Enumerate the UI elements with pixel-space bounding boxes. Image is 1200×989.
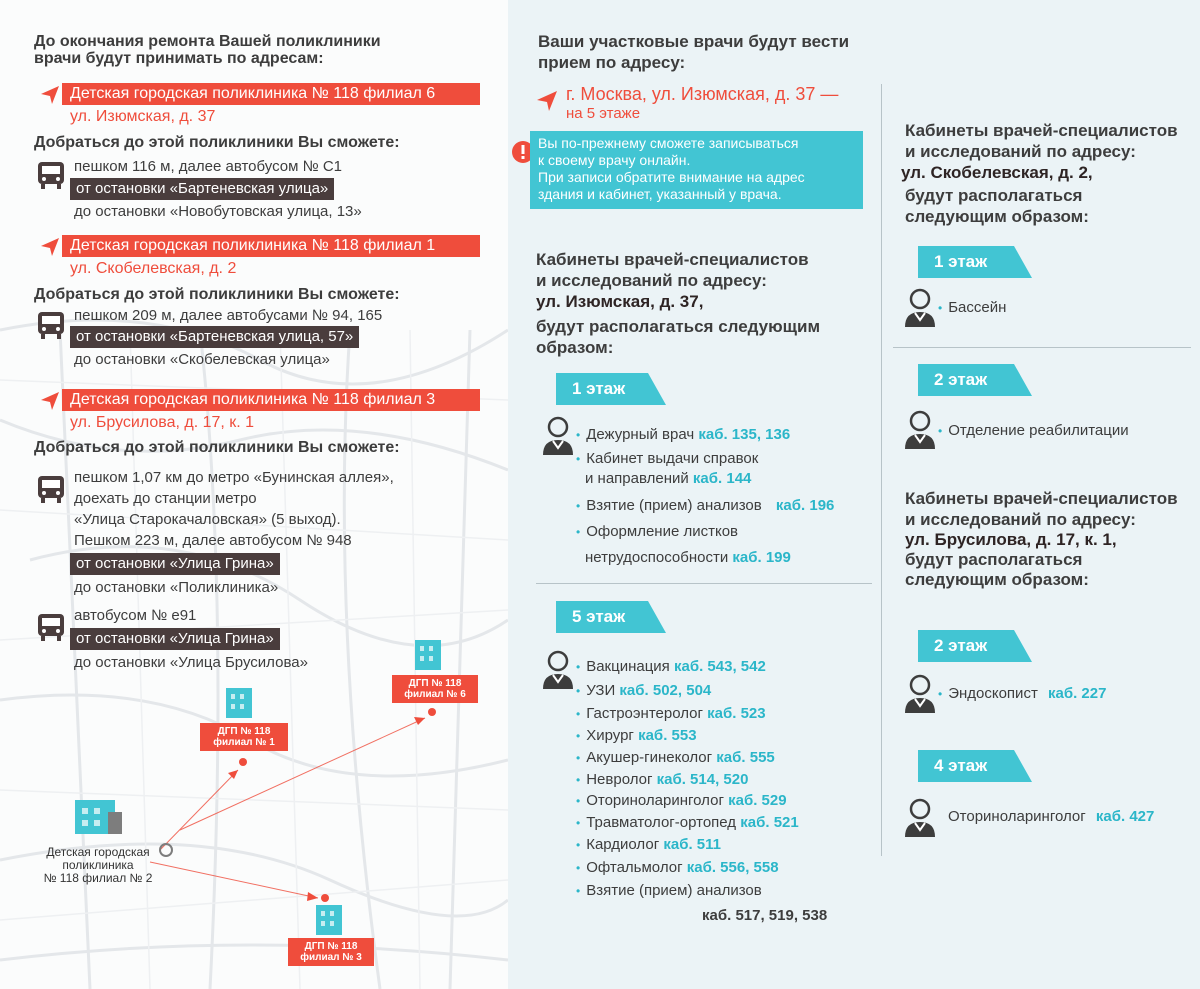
online-booking-notice: Вы по-прежнему сможете записываться к своему врачу онлайн. При записи обратите внимание на адрес здания и кабинет, указанный у врача. <box>530 131 863 209</box>
list-item: • УЗИ каб. 502, 504 <box>576 682 712 699</box>
doctor-icon <box>902 798 938 838</box>
doctor-icon <box>540 416 576 456</box>
location-arrow-icon <box>40 237 60 257</box>
doctor-icon <box>540 650 576 690</box>
b2-floor-4-label: 4 этаж <box>934 756 988 775</box>
list-item: • Кабинет выдачи справок <box>576 450 759 467</box>
doctor-icon <box>902 410 938 450</box>
route-line: «Улица Старокачаловская» (5 выход). <box>74 511 341 528</box>
list-item: • Дежурный врач каб. 135, 136 <box>576 426 791 443</box>
block1-line2: и исследований по адресу: <box>905 142 1136 161</box>
location-arrow-icon <box>536 90 558 112</box>
route-line: Пешком 223 м, далее автобусом № 948 <box>74 532 352 549</box>
list-item: • Отделение реабилитации <box>938 422 1129 439</box>
location-arrow-icon <box>40 85 60 105</box>
spec-heading-line2: и исследований по адресу: <box>536 271 767 290</box>
list-item: • Взятие (прием) анализов <box>576 882 762 899</box>
bus-icon <box>36 310 66 340</box>
list-item: • Бассейн <box>938 299 1007 316</box>
route-stop-from: от остановки «Бартеневская улица» <box>70 178 334 200</box>
list-item: • Травматолог-ортопед каб. 521 <box>576 814 799 831</box>
route-stop-to: до остановки «Новобутовская улица, 13» <box>74 203 362 220</box>
spec-heading-line4: будут располагаться следующим <box>536 317 821 336</box>
spec-heading-line1: Кабинеты врачей-специалистов <box>536 250 809 269</box>
block1-line5: следующим образом: <box>905 207 1089 226</box>
how-to-get-heading: Добраться до этой поликлиники Вы сможете: <box>34 286 400 303</box>
route-line: автобусом № е91 <box>74 607 197 624</box>
list-item: Оториноларинголог каб. 427 <box>948 808 1155 825</box>
doctor-icon <box>902 674 938 714</box>
location-arrow-icon <box>40 391 60 411</box>
list-item: • Офтальмолог каб. 556, 558 <box>576 859 779 876</box>
list-item-cont: каб. 517, 519, 538 <box>702 907 828 924</box>
bus-icon <box>36 612 66 642</box>
building-icon-f3 <box>316 905 342 935</box>
route-stop-to: до остановки «Поликлиника» <box>74 579 279 596</box>
branch-name-f3: Детская городская поликлиника № 118 филиал 3 <box>62 389 480 411</box>
route-stop-to: до остановки «Скобелевская улица» <box>74 351 330 368</box>
divider <box>893 347 1191 348</box>
left-panel <box>0 0 508 989</box>
mid-address: г. Москва, ул. Изюмская, д. 37 — <box>566 84 839 104</box>
route-stop-to: до остановки «Улица Брусилова» <box>74 654 308 671</box>
list-item: • Невролог каб. 514, 520 <box>576 771 749 788</box>
b1-floor-1-label: 1 этаж <box>934 252 988 271</box>
how-to-get-heading: Добраться до этой поликлиники Вы сможете: <box>34 134 400 151</box>
branch-address-f6: ул. Изюмская, д. 37 <box>70 108 216 125</box>
block2-line4: будут располагаться <box>905 550 1083 569</box>
block1-line1: Кабинеты врачей-специалистов <box>905 121 1178 140</box>
column-divider <box>881 84 882 856</box>
route-line: пешком 116 м, далее автобусом № С1 <box>74 158 343 175</box>
building-icon-f6 <box>415 640 441 670</box>
map-label-f1: ДГП № 118 филиал № 1 <box>200 723 288 751</box>
spec-heading-address: ул. Изюмская, д. 37, <box>536 292 704 311</box>
mid-intro-line2: прием по адресу: <box>538 53 686 72</box>
spec-heading-line5: образом: <box>536 338 614 357</box>
block1-line4: будут располагаться <box>905 186 1083 205</box>
map-label-origin: Детская городская поликлиника № 118 филиал № 2 <box>43 845 153 885</box>
block2-line2: и исследований по адресу: <box>905 510 1136 529</box>
route-stop-from: от остановки «Улица Грина» <box>70 628 280 650</box>
mid-intro-line1: Ваши участковые врачи будут вести <box>538 32 850 51</box>
left-intro-line1: До окончания ремонта Вашей поликлиники <box>34 33 381 50</box>
block1-address: ул. Скобелевская, д. 2, <box>901 163 1093 182</box>
how-to-get-heading: Добраться до этой поликлиники Вы сможете: <box>34 439 400 456</box>
branch-address-f3: ул. Брусилова, д. 17, к. 1 <box>70 414 255 431</box>
b2-floor-2-label: 2 этаж <box>934 636 988 655</box>
building-icon-f1 <box>226 688 252 718</box>
list-item: • Кардиолог каб. 511 <box>576 836 721 853</box>
floor-5-label: 5 этаж <box>572 607 626 626</box>
list-item: • Гастроэнтеролог каб. 523 <box>576 705 766 722</box>
list-item: • Оториноларинголог каб. 529 <box>576 792 787 809</box>
bus-icon <box>36 160 66 190</box>
list-item-cont: и направлений каб. 144 <box>585 470 752 487</box>
branch-name-f6: Детская городская поликлиника № 118 филиал 6 <box>62 83 480 105</box>
left-intro-line2: врачи будут принимать по адресам: <box>34 50 324 67</box>
list-item: • Взятие (прием) анализов каб. 196 <box>576 497 835 514</box>
list-item: • Акушер-гинеколог каб. 555 <box>576 749 775 766</box>
block2-line5: следующим образом: <box>905 570 1089 589</box>
branch-name-f1: Детская городская поликлиника № 118 филиал 1 <box>62 235 480 257</box>
floor-1-label: 1 этаж <box>572 379 626 398</box>
list-item-cont: нетрудоспособности каб. 199 <box>585 549 791 566</box>
route-line: доехать до станции метро <box>74 490 257 507</box>
route-stop-from: от остановки «Улица Грина» <box>70 553 280 575</box>
block2-address: ул. Брусилова, д. 17, к. 1, <box>905 530 1117 549</box>
doctor-icon <box>902 288 938 328</box>
bus-icon <box>36 474 66 504</box>
route-stop-from: от остановки «Бартеневская улица, 57» <box>70 326 359 348</box>
block2-line1: Кабинеты врачей-специалистов <box>905 489 1178 508</box>
divider <box>536 583 872 584</box>
list-item: • Эндоскопист каб. 227 <box>938 685 1107 702</box>
map-label-f6: ДГП № 118 филиал № 6 <box>392 675 478 703</box>
list-item: • Хирург каб. 553 <box>576 727 697 744</box>
route-line: пешком 209 м, далее автобусами № 94, 165 <box>74 307 383 324</box>
b1-floor-2-label: 2 этаж <box>934 370 988 389</box>
mid-address-floor: на 5 этаже <box>566 105 641 122</box>
list-item: • Вакцинация каб. 543, 542 <box>576 658 766 675</box>
route-line: пешком 1,07 км до метро «Бунинская аллея», <box>74 469 394 486</box>
list-item: • Оформление листков <box>576 523 739 540</box>
map-label-f3: ДГП № 118 филиал № 3 <box>288 938 374 966</box>
branch-address-f1: ул. Скобелевская, д. 2 <box>70 260 237 277</box>
